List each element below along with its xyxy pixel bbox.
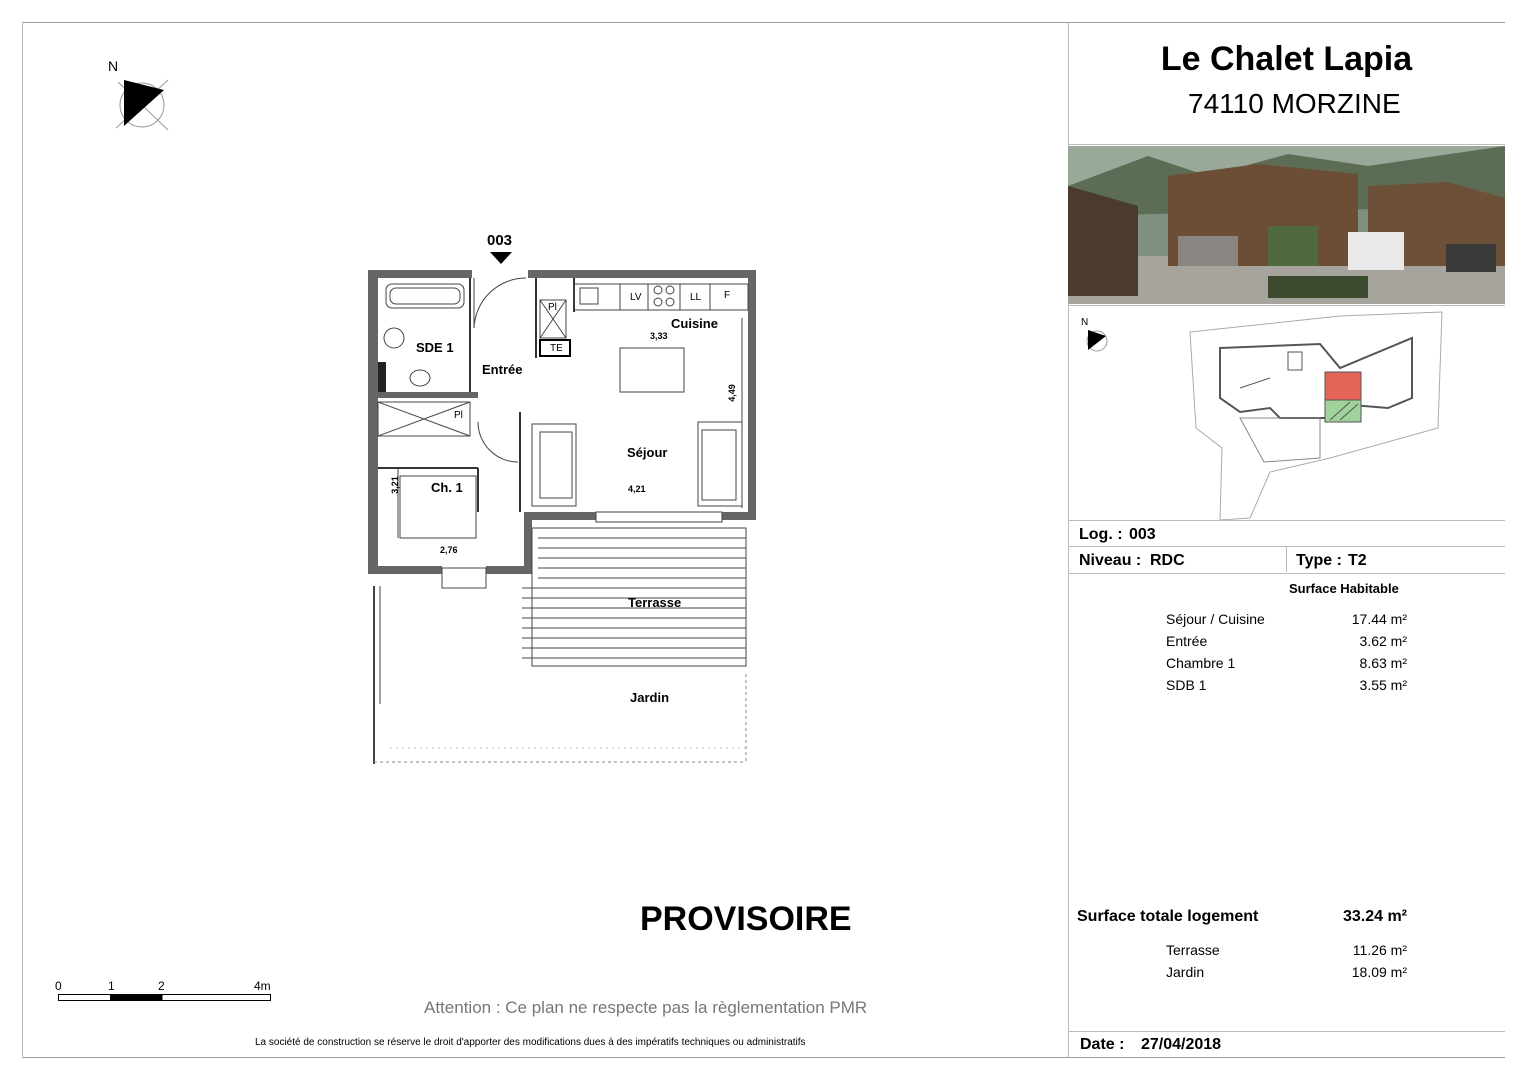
surface-row-value: 17.44 m² (1351, 611, 1407, 627)
surface-row-value: 8.63 m² (1359, 655, 1407, 671)
frame-left (22, 22, 23, 1058)
date-value: 27/04/2018 (1141, 1036, 1222, 1053)
attention-note: Attention : Ce plan ne respecte pas la règlementation PMR (424, 998, 868, 1017)
dim-cuisine-width: 3,33 (650, 331, 668, 341)
surface-row-value: 3.55 m² (1359, 677, 1407, 693)
fixture-te: TE (550, 343, 563, 354)
type-value: T2 (1348, 552, 1367, 569)
total-value: 33.24 m² (1342, 908, 1407, 925)
scale-label-0: 0 (55, 979, 62, 993)
fixture-f: F (724, 290, 731, 301)
room-cuisine: Cuisine (671, 316, 718, 331)
wall-chambre-right (524, 512, 532, 574)
status-provisoire: PROVISOIRE (640, 900, 852, 938)
divider-date (1068, 1031, 1505, 1032)
dim-sejour-depth: 4,49 (726, 384, 737, 402)
room-entree: Entrée (482, 362, 523, 377)
room-chambre: Ch. 1 (431, 480, 463, 495)
niveau-label: Niveau : (1079, 552, 1142, 569)
total-label: Surface totale logement (1077, 908, 1259, 925)
scale-bar (58, 994, 272, 1004)
room-sde: SDE 1 (416, 340, 454, 355)
scale-label-2: 2 (158, 979, 165, 993)
log-label: Log. : (1079, 526, 1123, 543)
wall-left (368, 270, 378, 574)
surface-row-label: Séjour / Cuisine (1166, 611, 1265, 627)
disclaimer-note: La société de construction se réserve le droit d'apporter des modifications dues à des impératifs techniques ou administratifs (255, 1037, 806, 1048)
dim-chambre-width: 2,76 (440, 545, 458, 555)
annex-row-value: 11.26 m² (1352, 942, 1407, 958)
wall-right (748, 270, 756, 520)
wall-bottom-left (368, 566, 442, 574)
room-sejour: Séjour (627, 445, 668, 460)
mini-map-north-label: N (1081, 317, 1089, 328)
fixture-pl-1: Pl (548, 302, 557, 313)
project-location: 74110 MORZINE (1188, 88, 1401, 119)
date-label: Date : (1080, 1036, 1125, 1053)
log-value: 003 (1129, 526, 1156, 543)
room-terrasse: Terrasse (628, 595, 682, 610)
surface-row-value: 3.62 m² (1359, 633, 1407, 649)
divider-map (1068, 520, 1505, 521)
annex-row-value: 18.09 m² (1351, 964, 1407, 980)
type-label: Type : (1296, 552, 1342, 569)
surface-row-label: Chambre 1 (1166, 655, 1236, 671)
site-map (1180, 308, 1450, 524)
wall-top-left (368, 270, 472, 278)
frame-bottom (22, 1057, 1505, 1058)
scale-label-4m: 4m (254, 979, 271, 993)
surface-header: Surface Habitable (1289, 581, 1399, 596)
wall-sejour-bottom-left (532, 512, 596, 520)
annex-row-label: Terrasse (1166, 942, 1220, 958)
north-label: N (108, 58, 119, 74)
fixture-ll: LL (690, 292, 702, 303)
surface-row-label: SDB 1 (1166, 677, 1207, 693)
divider-title (1068, 144, 1505, 145)
room-jardin: Jardin (630, 690, 670, 705)
wall-sejour-bottom-right (722, 512, 756, 520)
niveau-value: RDC (1150, 552, 1185, 569)
unit-code-marker: 003 (487, 232, 513, 249)
scale-label-1: 1 (108, 979, 115, 993)
fixture-pl-2: Pl (454, 410, 463, 421)
frame-top (22, 22, 1505, 23)
wall-sde-bottom (378, 392, 478, 398)
fixture-lv: LV (630, 292, 642, 303)
mini-compass-icon (1084, 328, 1110, 354)
project-title: Le Chalet Lapia (1160, 40, 1413, 78)
dim-chambre-depth: 3,21 (389, 476, 400, 494)
building-rendering-image (1068, 146, 1505, 304)
dim-sejour-width: 4,21 (628, 484, 646, 494)
divider-niveau (1068, 573, 1505, 574)
annex-row-label: Jardin (1166, 964, 1205, 980)
floor-plan (360, 262, 770, 774)
compass-icon (112, 76, 172, 134)
divider-type (1286, 546, 1287, 572)
wall-top-right (528, 270, 756, 278)
divider-image (1068, 305, 1505, 306)
surface-row-label: Entrée (1166, 633, 1208, 649)
